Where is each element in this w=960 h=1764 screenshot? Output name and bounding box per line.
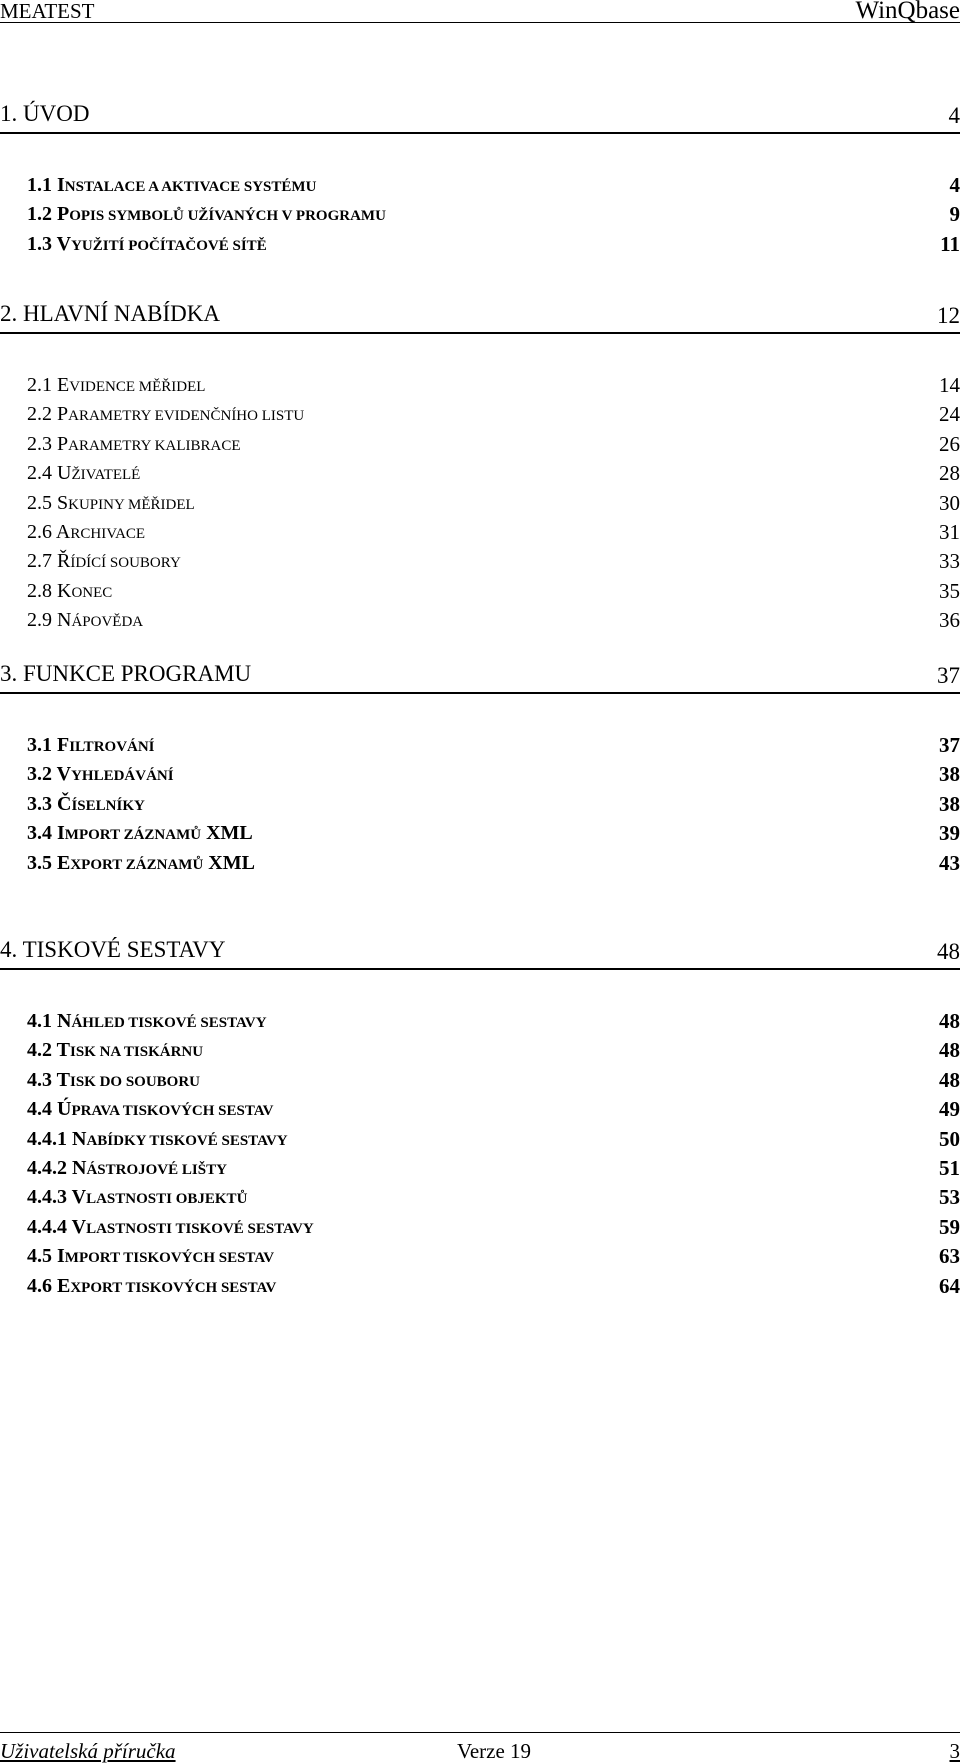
toc-entry-initial: N xyxy=(57,1010,71,1032)
toc-entry-page-number: 50 xyxy=(939,1126,960,1152)
toc-entry-initial: P xyxy=(57,203,69,225)
chapter-page-number: 4 xyxy=(949,104,960,128)
toc-entry-label xyxy=(27,1184,247,1212)
toc-entry-number: 4.4.2 xyxy=(27,1157,67,1179)
toc-entry-page-number: 4 xyxy=(950,172,960,198)
toc-entry-label xyxy=(27,791,145,819)
toc-entry-initial: E xyxy=(57,852,70,874)
toc-entry-number: 2.4 xyxy=(27,462,52,484)
toc-entry-title: ILTROVÁNÍ xyxy=(69,739,154,755)
toc-entry[interactable] xyxy=(0,372,960,398)
toc-entry-title: LASTNOSTI TISKOVÉ SESTAVY xyxy=(86,1221,314,1237)
toc-entry-initial: E xyxy=(57,1275,70,1297)
toc-entry-initial: P xyxy=(57,403,68,425)
toc-entry-title: OPIS SYMBOLŮ UŽÍVANÝCH V PROGRAMU xyxy=(69,208,386,224)
toc-entry-label xyxy=(27,1273,276,1301)
toc-chapter-heading[interactable] xyxy=(0,664,960,694)
toc-entry-title: ÍSELNÍKY xyxy=(71,798,144,814)
toc-entry-label xyxy=(27,607,143,635)
toc-entry[interactable] xyxy=(0,732,960,758)
toc-entry-number: 1.3 xyxy=(27,233,52,255)
chapter-number: 2. xyxy=(0,301,17,326)
toc-entry-title: ABÍDKY TISKOVÉ SESTAVY xyxy=(86,1133,287,1149)
toc-entry-label xyxy=(27,1096,273,1124)
toc-entry-page-number: 30 xyxy=(939,490,960,516)
toc-entry-label xyxy=(27,1067,200,1095)
toc-entry-label xyxy=(27,1243,274,1271)
toc-entry[interactable] xyxy=(0,548,960,574)
toc-entry-title: MPORT ZÁZNAMŮ xyxy=(65,827,201,843)
toc-entry-initial: V xyxy=(57,233,71,255)
toc-entry-initial: Ř xyxy=(57,550,70,572)
toc-entry-page-number: 59 xyxy=(939,1214,960,1240)
toc-entry-title: MPORT TISKOVÝCH SESTAV xyxy=(65,1250,274,1266)
toc-entry[interactable] xyxy=(0,1273,960,1299)
toc-entry-initial: T xyxy=(57,1039,70,1061)
toc-entry-page-number: 31 xyxy=(939,519,960,545)
toc-entry-suffix: XML xyxy=(203,852,255,874)
toc-entry-number: 2.6 xyxy=(27,521,52,543)
page-header xyxy=(0,0,960,23)
toc-entry-page-number: 43 xyxy=(939,850,960,876)
toc-entry[interactable] xyxy=(0,519,960,545)
toc-entry-label xyxy=(27,548,181,576)
toc-entry-title: YUŽITÍ POČÍTAČOVÉ SÍTĚ xyxy=(71,238,267,254)
toc-entry-page-number: 51 xyxy=(939,1155,960,1181)
chapter-title-text: HLAVNÍ NABÍDKA xyxy=(23,301,220,326)
toc-entry-label xyxy=(27,850,255,878)
chapter-number: 3. xyxy=(0,661,17,686)
toc-entry-title: ARAMETRY EVIDENČNÍHO LISTU xyxy=(68,408,304,424)
toc-entry-number: 2.1 xyxy=(27,374,52,396)
toc-entry-label xyxy=(27,372,205,400)
toc-entry-page-number: 9 xyxy=(950,201,960,227)
toc-entry-number: 4.5 xyxy=(27,1245,52,1267)
chapter-title xyxy=(0,300,220,328)
toc-entry-number: 3.1 xyxy=(27,734,52,756)
toc-entry-page-number: 64 xyxy=(939,1273,960,1299)
toc-entry-label xyxy=(27,201,386,229)
toc-entry-page-number: 48 xyxy=(939,1008,960,1034)
toc-entry-number: 4.4 xyxy=(27,1098,52,1120)
toc-entry[interactable] xyxy=(0,578,960,604)
toc-entry[interactable] xyxy=(0,201,960,227)
toc-entry-title: ARAMETRY KALIBRACE xyxy=(68,438,240,454)
toc-entry-title: ÁPOVĚDA xyxy=(71,614,143,630)
toc-entry[interactable] xyxy=(0,172,960,198)
toc-entry-page-number: 37 xyxy=(939,732,960,758)
toc-entry-page-number: 53 xyxy=(939,1184,960,1210)
toc-entry-title: ISK DO SOUBORU xyxy=(70,1074,200,1090)
toc-entry[interactable] xyxy=(0,1096,960,1122)
toc-entry[interactable] xyxy=(0,231,960,257)
toc-entry-title: PRAVA TISKOVÝCH SESTAV xyxy=(71,1103,273,1119)
toc-entry-initial: Ú xyxy=(57,1098,71,1120)
header-product: WinQbase xyxy=(855,1,960,21)
toc-entry-initial: T xyxy=(57,1069,70,1091)
toc-entry-title: ONEC xyxy=(71,585,112,601)
toc-entry-label xyxy=(27,1214,314,1242)
toc-entry-label xyxy=(27,519,145,547)
chapter-page-number: 12 xyxy=(937,304,960,328)
toc-entry[interactable] xyxy=(0,1067,960,1093)
toc-entry[interactable] xyxy=(0,1008,960,1034)
toc-entry-title: ÁSTROJOVÉ LIŠTY xyxy=(86,1162,226,1178)
toc-entry-title: LASTNOSTI OBJEKTŮ xyxy=(86,1191,247,1207)
toc-chapter-heading[interactable] xyxy=(0,304,960,334)
toc-entry-page-number: 48 xyxy=(939,1037,960,1063)
toc-entry-label xyxy=(27,1008,267,1036)
toc-entry-label xyxy=(27,172,316,200)
toc-entry-page-number: 35 xyxy=(939,578,960,604)
toc-entry-title: NSTALACE A AKTIVACE SYSTÉMU xyxy=(65,179,317,195)
toc-entry-page-number: 48 xyxy=(939,1067,960,1093)
toc-entry-page-number: 49 xyxy=(939,1096,960,1122)
toc-entry-page-number: 11 xyxy=(940,231,960,257)
toc-entry[interactable] xyxy=(0,607,960,633)
toc-entry-page-number: 33 xyxy=(939,548,960,574)
chapter-title xyxy=(0,660,251,688)
toc-entry-label xyxy=(27,401,304,429)
toc-entry-initial: N xyxy=(72,1128,86,1150)
toc-entry-page-number: 26 xyxy=(939,431,960,457)
toc-entry-label xyxy=(27,431,241,459)
toc-entry[interactable] xyxy=(0,1184,960,1210)
toc-entry-number: 2.7 xyxy=(27,550,52,572)
toc-entry-label xyxy=(27,1037,203,1065)
toc-entry[interactable] xyxy=(0,850,960,876)
toc-entry-label xyxy=(27,578,112,606)
toc-entry-number: 4.6 xyxy=(27,1275,52,1297)
toc-entry-initial: F xyxy=(57,734,69,756)
toc-entry-number: 4.4.3 xyxy=(27,1186,67,1208)
footer-page-number: 3 xyxy=(950,1739,960,1764)
toc-entry-number: 1.2 xyxy=(27,203,52,225)
toc-entry-page-number: 14 xyxy=(939,372,960,398)
toc-entry-title: XPORT TISKOVÝCH SESTAV xyxy=(70,1280,276,1296)
toc-entry-initial: V xyxy=(57,763,71,785)
toc-entry-number: 2.5 xyxy=(27,492,52,514)
page-footer xyxy=(0,1732,960,1762)
toc-entry-initial: I xyxy=(57,174,65,196)
toc-entry-label xyxy=(27,820,253,848)
toc-entry-label xyxy=(27,490,195,518)
toc-entry-initial: V xyxy=(72,1216,86,1238)
toc-entry-number: 2.9 xyxy=(27,609,52,631)
toc-chapter-heading[interactable] xyxy=(0,104,960,134)
toc-entry-title: ÁHLED TISKOVÉ SESTAVY xyxy=(71,1015,266,1031)
toc-entry[interactable] xyxy=(0,761,960,787)
toc-entry-number: 3.4 xyxy=(27,822,52,844)
toc-entry-number: 4.4.4 xyxy=(27,1216,67,1238)
toc-entry-initial: E xyxy=(57,374,69,396)
toc-entry-number: 3.5 xyxy=(27,852,52,874)
toc-entry-page-number: 24 xyxy=(939,401,960,427)
toc-entry-label xyxy=(27,231,267,259)
toc-entry-page-number: 36 xyxy=(939,607,960,633)
toc-entry-initial: Č xyxy=(57,793,71,815)
toc-entry-initial: K xyxy=(57,580,71,602)
toc-entry[interactable] xyxy=(0,460,960,486)
toc-entry-page-number: 38 xyxy=(939,761,960,787)
toc-entry-number: 1.1 xyxy=(27,174,52,196)
toc-entry-number: 2.3 xyxy=(27,433,52,455)
toc-entry-number: 4.4.1 xyxy=(27,1128,67,1150)
chapter-title xyxy=(0,936,225,964)
toc-entry-page-number: 28 xyxy=(939,460,960,486)
toc-entry[interactable] xyxy=(0,1126,960,1152)
toc-entry-initial: U xyxy=(57,462,71,484)
toc-entry-suffix: XML xyxy=(201,822,253,844)
toc-entry-label xyxy=(27,1126,288,1154)
chapter-number: 4. xyxy=(0,937,17,962)
toc-entry-initial: S xyxy=(57,492,68,514)
toc-entry[interactable] xyxy=(0,1155,960,1181)
chapter-title-text: FUNKCE PROGRAMU xyxy=(23,661,251,686)
toc-entry-page-number: 39 xyxy=(939,820,960,846)
toc-entry-label xyxy=(27,761,174,789)
chapter-title-text: TISKOVÉ SESTAVY xyxy=(23,937,226,962)
footer-version: Verze 19 xyxy=(457,1739,531,1764)
toc-entry-label xyxy=(27,732,155,760)
toc-entry-title: RCHIVACE xyxy=(70,526,145,542)
toc-entry-title: XPORT ZÁZNAMŮ xyxy=(70,857,203,873)
toc-entry-number: 2.8 xyxy=(27,580,52,602)
toc-entry-initial: P xyxy=(57,433,68,455)
toc-entry[interactable] xyxy=(0,1037,960,1063)
toc-entry-title: KUPINY MĚŘIDEL xyxy=(68,497,195,513)
chapter-title-text: ÚVOD xyxy=(23,101,89,126)
toc-entry-initial: A xyxy=(56,521,70,543)
toc-entry-initial: N xyxy=(57,609,71,631)
chapter-title xyxy=(0,100,89,128)
toc-entry-number: 3.2 xyxy=(27,763,52,785)
toc-entry-title: YHLEDÁVÁNÍ xyxy=(71,768,174,784)
toc-entry-initial: I xyxy=(57,822,65,844)
toc-entry-title: ISK NA TISKÁRNU xyxy=(70,1044,203,1060)
toc-entry-page-number: 38 xyxy=(939,791,960,817)
toc-entry[interactable] xyxy=(0,791,960,817)
toc-chapter-heading[interactable] xyxy=(0,940,960,970)
toc-entry-initial: V xyxy=(72,1186,86,1208)
chapter-page-number: 48 xyxy=(937,940,960,964)
chapter-number: 1. xyxy=(0,101,17,126)
toc-entry-page-number: 63 xyxy=(939,1243,960,1269)
toc-entry[interactable] xyxy=(0,820,960,846)
footer-title: Uživatelská příručka xyxy=(0,1739,176,1764)
toc-entry[interactable] xyxy=(0,1214,960,1240)
toc-entry-label xyxy=(27,460,140,488)
toc-entry-title: ÍDÍCÍ SOUBORY xyxy=(70,555,180,571)
toc-entry-number: 3.3 xyxy=(27,793,52,815)
toc-entry-title: VIDENCE MĚŘIDEL xyxy=(69,379,205,395)
toc-entry-number: 4.1 xyxy=(27,1010,52,1032)
header-company: MEATEST xyxy=(0,1,95,21)
toc-entry[interactable] xyxy=(0,490,960,516)
toc-entry-initial: N xyxy=(72,1157,86,1179)
chapter-page-number: 37 xyxy=(937,664,960,688)
toc-entry[interactable] xyxy=(0,1243,960,1269)
toc-entry-number: 4.2 xyxy=(27,1039,52,1061)
toc-entry[interactable] xyxy=(0,431,960,457)
toc-entry-initial: I xyxy=(57,1245,65,1267)
toc-entry-number: 4.3 xyxy=(27,1069,52,1091)
toc-entry-label xyxy=(27,1155,227,1183)
toc-entry[interactable] xyxy=(0,401,960,427)
toc-entry-title: ŽIVATELÉ xyxy=(71,467,140,483)
toc-entry-number: 2.2 xyxy=(27,403,52,425)
